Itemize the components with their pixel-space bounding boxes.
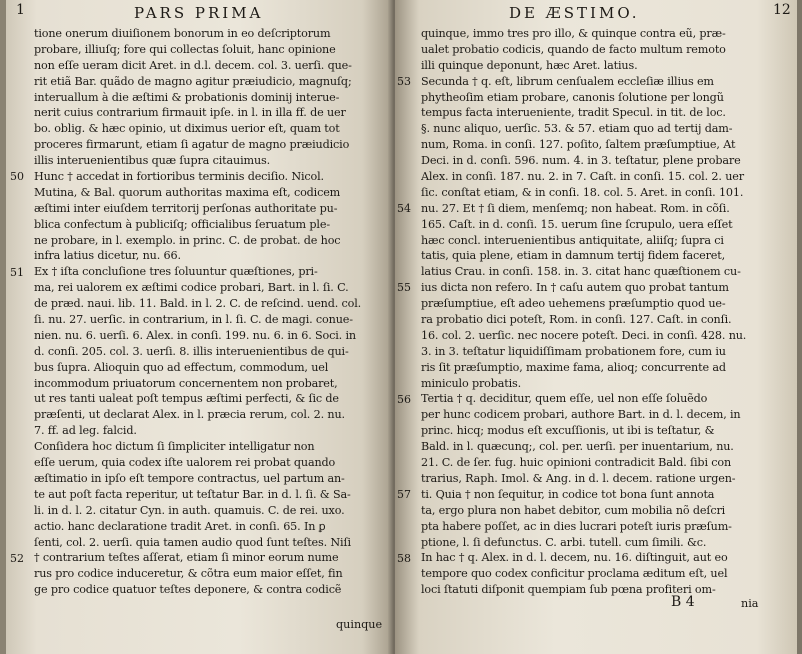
text-line: Deci. in d. conſi. 596. num. 4. in 3. teſtatur, plene probare <box>421 154 741 168</box>
text-line: probare, illiuſq; fore qui collectas ſoluit, hanc opinione <box>34 42 336 56</box>
text-line: ris ſit præſumptio, maxime fama, alioq; concurrente ad <box>421 360 726 374</box>
text-line: rit etiã Bar. quãdo de magno agitur præiudicio, magnuſq; <box>34 74 352 88</box>
text-line: phytheoſim etiam probare, canonis ſolutione per longũ <box>421 90 724 104</box>
text-line: non eſſe ueram dicit Aret. in d.l. decem. col. 3. uerſi. que- <box>34 58 352 72</box>
left-folio: 1 <box>16 2 25 18</box>
text-line: blica confectum à publiciſq; officialibus ſeruatum ple- <box>34 217 330 231</box>
text-line: ſic. conſtat etiam, & in conſi. 18. col. 5. Aret. in conſi. 101. <box>421 185 744 199</box>
text-line: illi quinque deponunt, hæc Aret. latius. <box>421 58 638 72</box>
text-line: Conſidera hoc dictum ſi ſimpliciter intelligatur non <box>34 440 315 454</box>
text-line: æſtimi inter eiuſdem territorij perſonas authoritate pu- <box>34 201 338 215</box>
text-line: d. conſi. 205. col. 3. uerſi. 8. illis interuenientibus de qui- <box>34 344 349 358</box>
text-line: ſenti, col. 2. uerſi. quia tamen audio quod ſunt teſtes. Niſi <box>34 535 351 549</box>
margin-paragraph-number: 53 <box>397 74 411 88</box>
text-line: nien. nu. 6. uerſi. 6. Alex. in conſi. 199. nu. 6. in 6. Soci. in <box>34 328 356 342</box>
text-line: actio. hanc declaratione tradit Aret. in conſi. 65. In ꝑ <box>34 519 326 533</box>
margin-paragraph-number: 56 <box>397 392 411 406</box>
right-text-block <box>421 26 746 598</box>
text-line: 16. col. 2. uerſic. nec nocere poteſt. Deci. in conſi. 428. nu. <box>421 328 747 342</box>
text-line: ta, ergo plura non habet debitor, cum mobilia nõ deſcri <box>421 503 726 517</box>
text-line: ti. Quia † non ſequitur, in codice tot bona ſunt annota <box>421 487 715 501</box>
text-line: 7. ff. ad leg. falcid. <box>34 424 137 438</box>
text-line: Bald. in l. quæcunq;, col. per. uerſi. per inuentarium, nu. <box>421 440 734 454</box>
text-line: ualet probatio codicis, quando de facto multum remoto <box>421 42 726 56</box>
text-line: Secunda † q. eſt, librum cenſualem eccleſiæ illius em <box>421 74 714 88</box>
margin-paragraph-number: 50 <box>10 170 24 184</box>
text-line: tempus facta interueniente, tradit Specul. in tit. de loc. <box>421 106 726 120</box>
right-catchword: nia <box>741 597 759 610</box>
right-page <box>395 0 797 654</box>
text-line: num, Roma. in conſi. 127. poſito, ſaltem præſumptiue, At <box>421 138 736 152</box>
right-folio: 12 <box>773 2 791 18</box>
text-line: incommodum priuatorum concernentem non probaret, <box>34 376 338 390</box>
text-line: ge pro codice quatuor teſtes deponere, & contra codicẽ <box>34 583 342 597</box>
text-line: trarius, Raph. Imol. & Ang. in d. l. decem. ratione urgen- <box>421 471 736 485</box>
text-line: eſſe uerum, quia codex iſte ualorem rei probat quando <box>34 456 336 470</box>
text-line: per hunc codicem probari, authore Bart. in d. l. decem, in <box>421 408 741 422</box>
text-line: ſi. nu. 27. uerſic. in contrarium, in l. ſi. C. de magi. conue- <box>34 313 353 327</box>
right-running-head: DE ÆSTIMO. <box>509 4 640 22</box>
text-line: infra latius dicetur, nu. 66. <box>34 249 181 263</box>
text-line: proceres firmarunt, etiam ſi agatur de magno præiudicio <box>34 138 350 152</box>
text-line: quinque, immo tres pro illo, & quinque contra eũ, præ- <box>421 27 726 40</box>
text-line: præſumptiue, eſt adeo uehemens præſumptio quod ue- <box>421 297 726 311</box>
text-line: te aut poſt facta reperitur, ut teſtatur Bar. in d. l. ſi. & Sa- <box>34 487 351 501</box>
text-line: 3. in 3. teſtatur liquidiſſimam probationem fore, cum iu <box>421 344 726 358</box>
margin-paragraph-number: 51 <box>10 265 24 279</box>
left-page <box>6 0 393 654</box>
text-line: præſenti, ut declarat Alex. in l. præcia rerum, col. 2. nu. <box>34 408 345 422</box>
text-line: rus pro codice induceretur, & cõtra eum maior eſſet, fin <box>34 567 343 581</box>
left-catchword: quinque <box>336 618 383 631</box>
text-line: In hac † q. Alex. in d. l. decem, nu. 16. diſtinguit, aut eo <box>421 551 728 565</box>
text-line: ptione, l. ſi defunctus. C. arbi. tutell. cum ſimili. &c. <box>421 535 707 549</box>
left-text-block <box>34 26 361 598</box>
text-line: illis interuenientibus quæ ſupra citauimus. <box>34 154 271 168</box>
signature-mark: B 4 <box>671 594 695 610</box>
text-line: 21. C. de ſer. fug. huic opinioni contradicit Bald. ſibi con <box>421 456 732 470</box>
text-line: de præd. naui. lib. 11. Bald. in l. 2. C. de reſcind. uend. col. <box>34 297 362 311</box>
text-line: ut res tanti ualeat poſt tempus æſtimi perfecti, & ſic de <box>34 392 339 406</box>
text-line: tempore quo codex conficitur proclama æditum eſt, uel <box>421 567 728 581</box>
text-line: miniculo probatis. <box>421 376 522 390</box>
text-line: † contrarium teſtes aſſerat, etiam ſi minor eorum nume <box>34 551 339 565</box>
text-line: nu. 27. Et † ſi diem, menſemq; non habeat. Rom. in cõſi. <box>421 201 730 215</box>
text-line: ra probatio dici poteſt, Rom. in conſi. 127. Caſt. in conſi. <box>421 313 732 327</box>
text-line: ius dicta non refero. In † caſu autem quo probat tantum <box>421 281 729 295</box>
text-line: pta habere poſſet, ac in dies lucrari poteſt iuris præſum- <box>421 519 732 533</box>
text-line: æſtimatio in ipſo eſt tempore contractus, uel partum an- <box>34 471 345 485</box>
text-line: hæc concl. interuenientibus antiquitate, aliiſq; ſupra ci <box>421 233 724 247</box>
left-running-head: PARS PRIMA <box>134 4 264 22</box>
text-line: Ex † iſta concluſione tres ſoluuntur quæſtiones, pri- <box>34 265 318 279</box>
text-line: Hunc † accedat in fortioribus terminis deciſio. Nicol. <box>34 170 324 184</box>
text-line: bo. oblig. & hæc opinio, ut diximus uerior eſt, quam tot <box>34 122 340 136</box>
text-line: princ. hicq; modus eſt excuſſionis, ut ibi is teſtatur, & <box>421 424 715 438</box>
margin-paragraph-number: 57 <box>397 488 411 502</box>
text-line: li. in d. l. 2. citatur Cyn. in auth. quamuis. C. de rei. uxo. <box>34 503 345 517</box>
text-line: loci ſtatuti diſponit quempiam ſub pœna profiteri om- <box>421 583 716 597</box>
book-edge-right <box>797 0 802 654</box>
text-line: tatis, quia plene, etiam in damnum tertij fidem faceret, <box>421 249 725 263</box>
text-line: Alex. in conſi. 187. nu. 2. in 7. Caſt. in conſi. 15. col. 2. uer <box>421 170 744 184</box>
margin-paragraph-number: 55 <box>397 281 411 295</box>
margin-paragraph-number: 54 <box>397 201 411 215</box>
text-line: §. nunc aliquo, uerſic. 53. & 57. etiam quo ad tertij dam- <box>421 122 733 136</box>
text-line: nerit cuius contrarium firmauit ipſe. in l. in illa ff. de uer <box>34 106 346 120</box>
margin-paragraph-number: 52 <box>10 551 24 565</box>
text-line: Mutina, & Bal. quorum authoritas maxima eſt, codicem <box>34 185 341 199</box>
text-line: ne probare, in l. exemplo. in princ. C. de probat. de hoc <box>34 233 341 247</box>
text-line: tione onerum diuiſionem bonorum in eo deſcriptorum <box>34 27 331 40</box>
text-line: bus ſupra. Alioquin quo ad effectum, commodum, uel <box>34 360 329 374</box>
text-line: interuallum à die æſtimi & probationis dominij interue- <box>34 90 340 104</box>
text-line: ma, rei ualorem ex æſtimi codice probari, Bart. in l. ſi. C. <box>34 281 349 295</box>
text-line: latius Crau. in conſi. 158. in. 3. citat hanc quæſtionem cu- <box>421 265 741 279</box>
text-line: Tertia † q. deciditur, quem eſſe, uel non eſſe ſoluẽdo <box>421 392 708 406</box>
text-line: 165. Caſt. in d. conſi. 15. uerum ſine ſcrupulo, uera eſſet <box>421 217 733 231</box>
margin-paragraph-number: 58 <box>397 551 411 565</box>
